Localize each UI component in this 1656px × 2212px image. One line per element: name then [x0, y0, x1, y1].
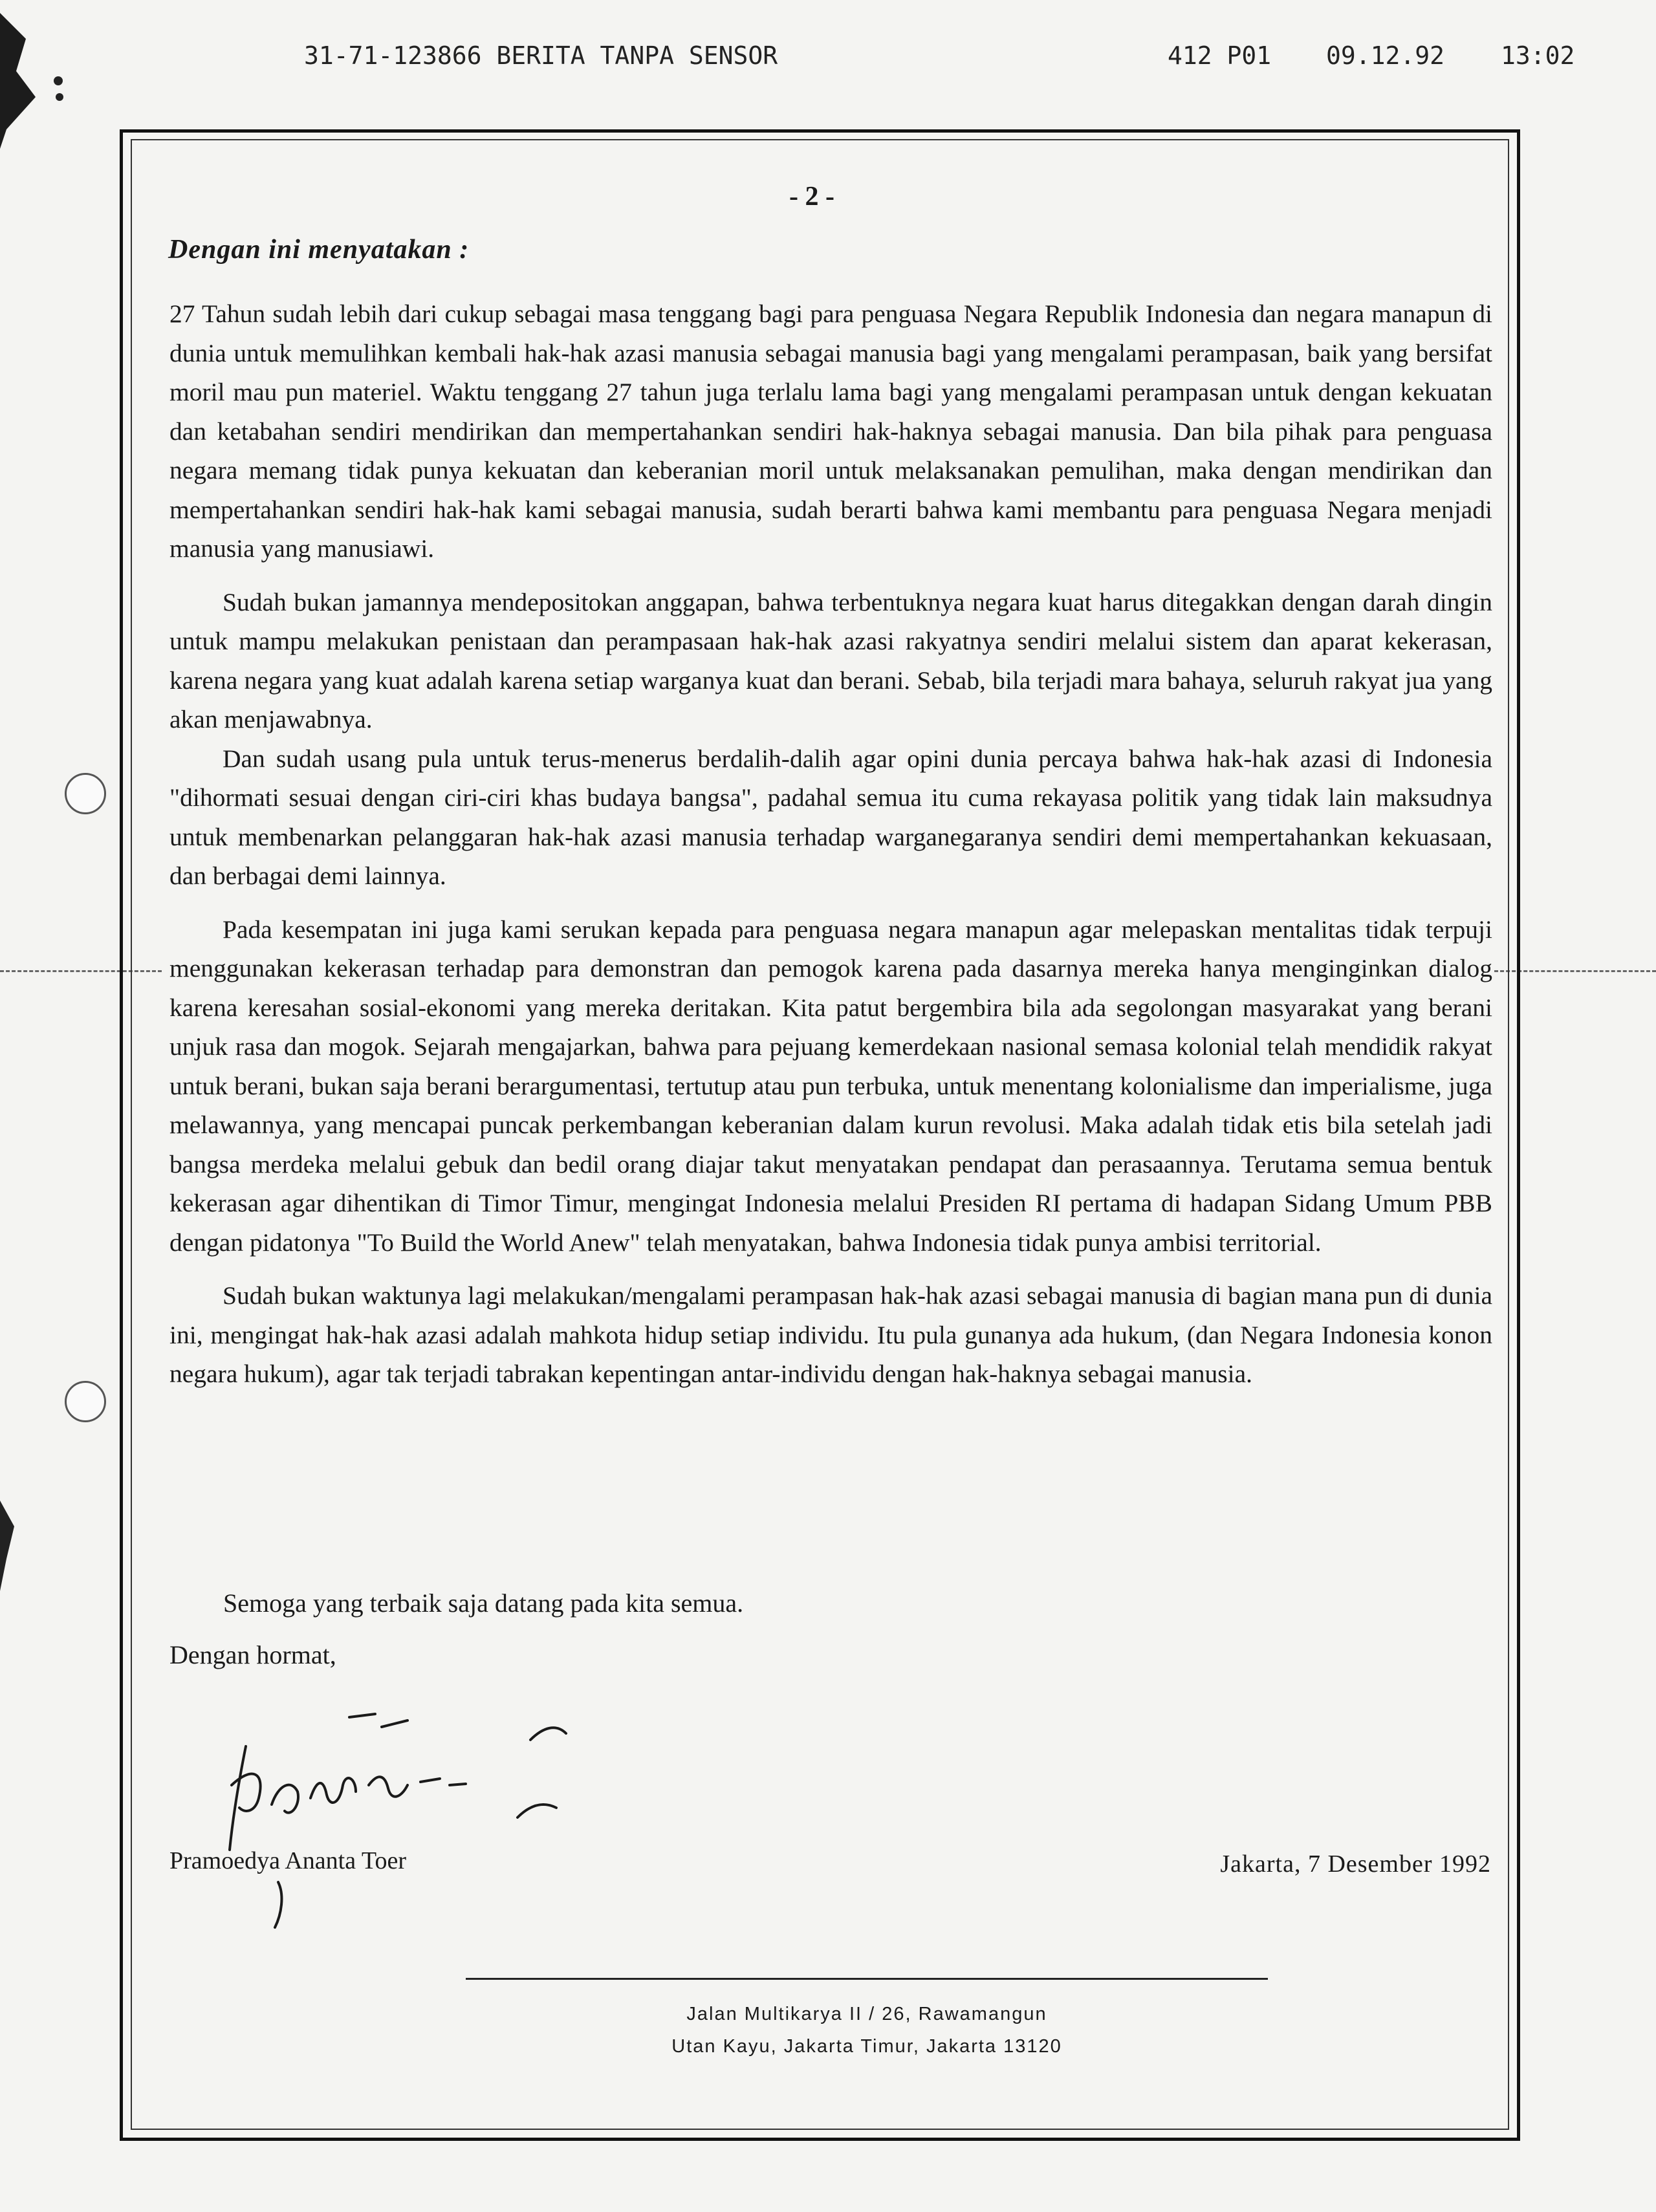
- fax-sender-line: 31-71-123866 BERITA TANPA SENSOR: [304, 41, 778, 70]
- paragraph: Dan sudah usang pula untuk terus-menerus berdalih-dalih agar opini dunia percaya bahwa hak-hak azasi di Indonesia "dihormati sesuai dengan ciri-ciri khas budaya bangsa", padahal semua itu cuma rekayasa politik yang tidak lain maksudnya untuk membenarkan pelanggaran hak-hak azasi manusia terhadap warganegaranya sendiri demi mempertahankan kekuasaan, dan berbagai demi lainnya.: [169, 744, 1492, 890]
- punch-hole: [65, 773, 106, 814]
- scan-edge-artifact: [0, 1501, 26, 1591]
- letter-body: [169, 294, 1492, 1394]
- letter-opening: Dengan ini menyatakan :: [168, 235, 470, 265]
- fax-time: 13:02: [1501, 41, 1575, 70]
- paragraph: Pada kesempatan ini juga kami serukan kepada para penguasa negara manapun agar melepaskan mentalitas tidak terpuji menggunakan kekerasan terhadap para demonstran dan pemogok karena pada dasarnya mereka hanya menginginkan dialog karena keresahan sosial-ekonomi yang mereka deritakan. Kita patut bergembira bila ada segolongan masyarakat yang berani unjuk rasa dan mogok. Sejarah mengajarkan, bahwa para pejuang kemerdekaan nasional semasa kolonial telah mendidik rakyat untuk berani, bukan saja berani berargumentasi, tertutup atau pun terbuka, untuk menentang kolonialisme dan imperialisme, juga melawannya, yang mencapai puncak perkembangan keberanian dalam kurun revolusi. Maka adalah tidak etis bila setelah jadi bangsa merdeka melalui gebuk dan bedil orang diajar takut menyatakan pendapat dan perasaannya. Terutama semua bentuk kekerasan agar dihentikan di Timor Timur, mengingat Indonesia melalui Presiden RI pertama di hadapan Sidang Umum PBB dengan pidatonya "To Build the World Anew" telah menyatakan, bahwa Indonesia tidak punya ambisi territorial.: [169, 915, 1492, 1257]
- closing-greeting: Dengan hormat,: [169, 1640, 336, 1669]
- punch-hole: [65, 1381, 106, 1422]
- scan-edge-artifact: [0, 0, 78, 168]
- page-number: - 2 -: [789, 182, 834, 211]
- address-line: Jalan Multikarya II / 26, Rawamangun: [686, 2004, 1047, 2024]
- fax-date: 09.12.92: [1326, 41, 1445, 70]
- address-line: Utan Kayu, Jakarta Timur, Jakarta 13120: [671, 2036, 1062, 2057]
- fax-header: [0, 32, 1656, 78]
- handwritten-signature: [194, 1688, 647, 1934]
- place-date: Jakarta, 7 Desember 1992: [1220, 1850, 1491, 1878]
- paragraph: Sudah bukan jamannya mendepositokan anggapan, bahwa terbentuknya negara kuat harus ditegakkan dengan darah dingin untuk mampu melakukan penistaan dan perampasaan hak-hak azasi rakyatnya sendiri melalui sistem dan aparat kekerasan, karena negara yang kuat adalah karena setiap warganya kuat dan berani. Sebab, bila terjadi mara bahaya, seluruh rakyat jua yang akan menjawabnya.: [169, 587, 1492, 733]
- signatory-name: Pramoedya Ananta Toer: [169, 1847, 406, 1874]
- paragraph: 27 Tahun sudah lebih dari cukup sebagai masa tenggang bagi para penguasa Negara Republik Indonesia dan negara manapun di dunia untuk memulihkan kembali hak-hak azasi manusia sebagai manusia bagi yang mengalami perampasan, baik yang bersifat moril mau pun materiel. Waktu tenggang 27 tahun juga terlalu lama bagi yang mengalami perampasan untuk dengan kekuatan dan ketabahan sendiri mendirikan dan mempertahankan sendiri hak-haknya sebagai manusia. Dan bila pihak para penguasa negara memang tidak punya kekuatan dan keberanian moril untuk melaksanakan pemulihan, maka dengan mendirikan dan mempertahankan sendiri hak-hak kami sebagai manusia, sudah berarti bahwa kami membantu para penguasa Negara menjadi manusia yang manusiawi.: [169, 299, 1492, 563]
- address-divider: [466, 1978, 1268, 1980]
- paragraph: Sudah bukan waktunya lagi melakukan/mengalami perampasan hak-hak azasi sebagai manusia di bagian mana pun di dunia ini, mengingat hak-hak azasi adalah mahkota hidup setiap individu. Itu pula gunanya ada hukum, (dan Negara Indonesia konon negara hukum), agar tak terjadi tabrakan kepentingan antar-individu dengan hak-haknya sebagai manusia.: [169, 1281, 1492, 1388]
- fax-page-code: 412 P01: [1168, 41, 1272, 70]
- closing-wish: Semoga yang terbaik saja datang pada kita semua.: [223, 1589, 744, 1618]
